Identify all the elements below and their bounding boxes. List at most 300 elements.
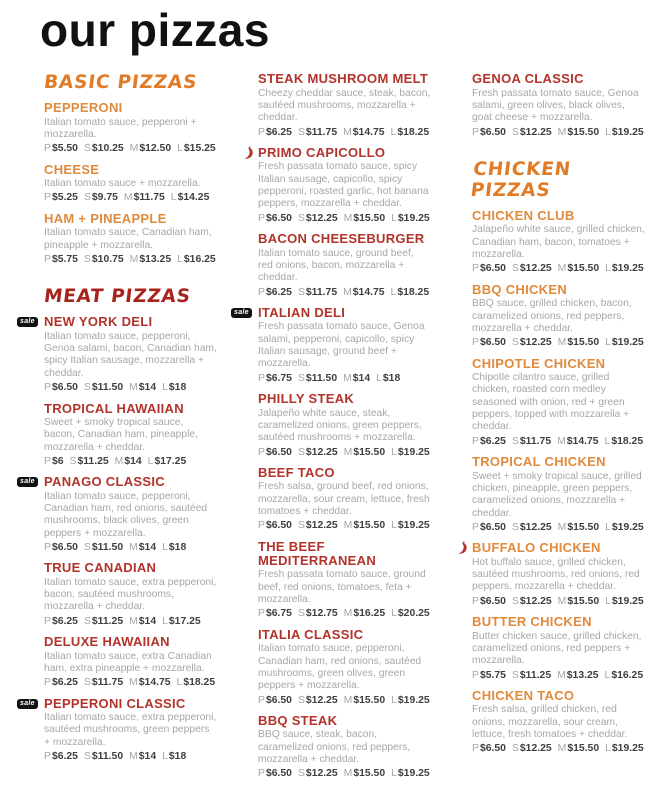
price-size-label: S <box>511 337 519 349</box>
price-amount: $6.50 <box>265 520 292 532</box>
price-amount: $6.25 <box>265 286 292 298</box>
price-size-label: S <box>83 677 91 689</box>
price-amount: $14 <box>138 615 157 627</box>
item-name: PEPPERONI <box>44 100 123 116</box>
price-size-label: L <box>604 435 611 447</box>
price-size-label: M <box>129 253 139 265</box>
price-size-label: L <box>391 694 397 706</box>
price-amount: $15.50 <box>353 768 386 780</box>
price-amount: $18.25 <box>397 286 430 298</box>
price-amount: $18.25 <box>183 677 216 689</box>
price-size-label: S <box>69 455 77 467</box>
chili-pepper-icon <box>456 541 468 554</box>
item-name: GENOA CLASSIC <box>472 71 584 87</box>
price-amount: $12.25 <box>519 521 552 533</box>
price-size-label: M <box>557 669 566 681</box>
price-size-label: P <box>258 608 265 620</box>
price-amount: $12.25 <box>305 520 338 532</box>
item-description: Italian tomato sauce, pepperoni, Genoa salami, bacon, Canadian ham, spicy Italian sausage, mozzarella + cheddar. <box>44 330 217 379</box>
price-size-label: M <box>557 337 567 349</box>
price-size-label: M <box>343 212 353 224</box>
price-size-label: L <box>605 126 611 138</box>
price-amount: $11.50 <box>91 542 124 553</box>
price-amount: $11.50 <box>91 751 124 763</box>
menu-item <box>472 72 645 139</box>
item-prices <box>472 436 645 448</box>
price-amount: $12.25 <box>305 212 338 224</box>
price-size-label: M <box>343 608 353 620</box>
price-amount: $18 <box>168 382 187 394</box>
price-size-label: L <box>605 337 611 349</box>
item-prices <box>472 596 645 608</box>
item-description: Fresh salsa, grilled chicken, red onions, mozzarella, sour cream, lettuce, fresh tomatoes + cheddar. <box>472 704 628 740</box>
price-size-label: L <box>176 677 183 689</box>
price-amount: $6.50 <box>51 382 78 394</box>
item-description: Italian tomato sauce, Canadian ham, pineapple + mozzarella. <box>44 227 212 251</box>
price-size-label: M <box>343 126 352 138</box>
price-size-label: P <box>472 126 479 138</box>
item-description: Hot buffalo sauce, grilled chicken, sautéed mushrooms, red onions, red peppers, mozzarella + cheddar. <box>472 556 640 593</box>
menu-item <box>258 146 431 225</box>
price-amount: $11.50 <box>305 372 338 384</box>
menu-item <box>258 540 431 621</box>
price-size-label: S <box>511 263 519 275</box>
price-size-label: L <box>177 143 183 155</box>
item-name: BBQ CHICKEN <box>472 281 568 297</box>
price-size-label: L <box>177 253 183 265</box>
price-amount: $6.50 <box>479 595 506 607</box>
menu-item <box>472 615 645 682</box>
item-description: Italian tomato sauce, extra pepperoni, sautéed mushrooms, green peppers + mozzarella. <box>44 712 217 748</box>
price-size-label: L <box>376 372 382 384</box>
price-size-label: P <box>44 253 51 265</box>
price-size-label: M <box>343 694 353 706</box>
price-size-label: S <box>83 143 91 155</box>
menu-item <box>44 163 217 205</box>
menu-item <box>44 402 217 469</box>
price-size-label: P <box>44 455 51 467</box>
price-amount: $12.25 <box>519 126 552 138</box>
price-size-label: S <box>83 542 91 553</box>
price-size-label: L <box>391 212 397 224</box>
item-prices <box>258 447 431 459</box>
price-amount: $12.75 <box>305 608 338 620</box>
price-amount: $18.25 <box>397 126 430 138</box>
price-size-label: S <box>297 608 305 620</box>
item-name: ITALIAN DELI <box>258 305 346 321</box>
item-description: BBQ sauce, steak, bacon, caramelized onions, red peppers, mozzarella + cheddar. <box>258 729 411 766</box>
menu-item <box>472 357 645 449</box>
price-size-label: P <box>258 212 265 224</box>
menu-item <box>20 314 217 394</box>
price-amount: $6.25 <box>479 435 506 447</box>
price-amount: $14 <box>138 542 157 553</box>
price-amount: $17.25 <box>154 455 187 467</box>
price-amount: $6.50 <box>265 694 292 706</box>
price-amount: $9.75 <box>91 192 118 204</box>
item-name: PHILLY STEAK <box>258 391 355 407</box>
price-amount: $15.50 <box>567 595 600 607</box>
price-amount: $14 <box>138 751 157 763</box>
item-prices <box>472 522 645 534</box>
price-amount: $6.50 <box>51 542 78 553</box>
price-size-label: P <box>258 372 265 384</box>
price-size-label: P <box>44 143 51 155</box>
item-prices <box>44 143 217 155</box>
item-prices <box>44 382 217 394</box>
price-amount: $14.75 <box>566 435 599 447</box>
price-amount: $6.25 <box>51 677 78 689</box>
item-description: Jalapeño white sauce, steak, caramelized onions, green peppers, sautéed mushrooms + mozzarella. <box>258 407 422 444</box>
item-name: TROPICAL CHICKEN <box>472 454 606 470</box>
price-amount: $17.25 <box>168 615 201 627</box>
price-amount: $10.25 <box>91 143 124 155</box>
price-size-label: P <box>472 435 479 447</box>
item-name: PRIMO CAPICOLLO <box>258 145 386 161</box>
price-amount: $15.25 <box>183 143 216 155</box>
menu-item <box>44 561 217 628</box>
price-amount: $12.25 <box>519 743 552 755</box>
price-size-label: M <box>343 372 352 384</box>
item-prices <box>472 743 645 755</box>
price-size-label: L <box>391 768 397 780</box>
item-description: Italian tomato sauce, extra pepperoni, bacon, sautéed mushrooms, mozzarella + cheddar. <box>44 576 217 613</box>
price-amount: $6 <box>51 455 64 467</box>
price-size-label: P <box>44 542 51 553</box>
price-size-label: P <box>472 337 479 349</box>
price-amount: $18.25 <box>611 435 644 447</box>
price-amount: $11.25 <box>91 615 124 627</box>
price-amount: $11.75 <box>91 677 124 689</box>
price-size-label: S <box>297 520 305 532</box>
item-description: Italian tomato sauce, pepperoni + mozzarella. <box>44 116 197 140</box>
price-size-label: P <box>258 446 265 458</box>
price-amount: $11.75 <box>305 126 338 138</box>
price-amount: $11.50 <box>91 382 124 394</box>
menu-item <box>472 283 645 350</box>
item-description: Fresh passata tomato sauce, spicy Italian sausage, capicollo, spicy pepperoni, roasted garlic, hot banana peppers, mozzarella + cheddar. <box>258 161 429 210</box>
price-amount: $13.25 <box>566 669 599 681</box>
price-amount: $18 <box>382 372 401 384</box>
item-description: Jalapeño white sauce, grilled chicken, Canadian ham, bacon, tomatoes + mozzarella. <box>472 224 645 261</box>
price-size-label: L <box>162 615 168 627</box>
menu-item <box>258 466 431 533</box>
item-name: BACON CHEESEBURGER <box>258 231 425 247</box>
price-size-label: S <box>83 382 91 394</box>
price-size-label: S <box>297 126 305 138</box>
price-size-label: P <box>258 286 265 298</box>
price-amount: $19.25 <box>611 337 644 349</box>
menu-column <box>16 66 217 788</box>
price-size-label: L <box>147 455 154 467</box>
price-amount: $16.25 <box>611 669 644 681</box>
menu-column <box>230 66 431 788</box>
item-name: CHIPOTLE CHICKEN <box>472 355 606 371</box>
sale-badge: sale <box>17 317 38 327</box>
price-size-label: S <box>297 446 305 458</box>
item-description: Italian tomato sauce + mozzarella. <box>44 178 201 190</box>
price-amount: $11.75 <box>305 286 338 298</box>
item-prices <box>472 263 645 275</box>
price-size-label: L <box>162 542 168 553</box>
price-size-label: M <box>557 595 567 607</box>
price-size-label: M <box>343 286 352 298</box>
item-description: Sweet + smoky tropical sauce, bacon, Canadian ham, pineapple, mozzarella + cheddar. <box>44 416 198 453</box>
menu-item <box>20 474 217 554</box>
price-size-label: S <box>297 212 305 224</box>
price-amount: $14 <box>124 455 142 467</box>
price-amount: $18 <box>168 542 187 553</box>
price-amount: $6.50 <box>265 212 292 224</box>
price-amount: $19.25 <box>397 520 430 532</box>
price-amount: $10.75 <box>91 253 124 265</box>
price-amount: $19.25 <box>611 595 644 607</box>
price-size-label: L <box>391 446 397 458</box>
menu-item <box>472 689 645 756</box>
price-amount: $12.25 <box>305 694 338 706</box>
price-amount: $12.25 <box>305 446 338 458</box>
price-size-label: M <box>343 520 353 532</box>
price-amount: $19.25 <box>611 521 644 533</box>
section-heading: BASIC PIZZAS <box>42 72 199 94</box>
item-name: PANAGO CLASSIC <box>44 474 165 490</box>
menu-column <box>444 66 645 788</box>
item-description: Chipotle cilantro sauce, grilled chicken, roasted corn medley seasoned with onion, red + green peppers, topped with mozzarella + cheddar. <box>472 372 630 433</box>
item-description: Sweet + smoky tropical sauce, grilled chicken, pineapple, green peppers, caramelized onions, mozzarella + cheddar. <box>472 470 642 519</box>
menu-item <box>472 209 645 276</box>
price-amount: $15.50 <box>567 263 600 275</box>
menu-item <box>258 392 431 459</box>
section-heading: MEAT PIZZAS <box>42 286 192 308</box>
price-size-label: P <box>44 677 51 689</box>
price-amount: $14.25 <box>177 192 210 204</box>
item-prices <box>44 677 217 689</box>
price-amount: $14.75 <box>138 677 171 689</box>
item-prices <box>258 520 431 532</box>
item-description: Fresh salsa, ground beef, red onions, mozzarella, sour cream, lettuce, fresh tomatoes + cheddar. <box>258 481 430 518</box>
item-prices <box>258 287 431 299</box>
price-amount: $6.50 <box>479 263 506 275</box>
item-description: Butter chicken sauce, grilled chicken, caramelized onions, red peppers + mozzarella. <box>472 630 642 667</box>
price-amount: $19.25 <box>611 263 644 275</box>
price-size-label: M <box>129 382 138 394</box>
price-size-label: L <box>390 286 397 298</box>
price-amount: $15.50 <box>353 520 386 532</box>
price-size-label: L <box>605 263 611 275</box>
price-amount: $5.25 <box>51 192 78 204</box>
menu-item <box>44 635 217 689</box>
item-prices <box>44 254 217 266</box>
price-size-label: P <box>258 694 265 706</box>
item-name: ITALIA CLASSIC <box>258 626 364 642</box>
price-size-label: M <box>129 143 139 155</box>
price-size-label: L <box>604 669 611 681</box>
sale-badge: sale <box>17 699 38 709</box>
price-size-label: L <box>170 192 177 204</box>
price-size-label: S <box>297 768 305 780</box>
price-amount: $16.25 <box>353 608 386 620</box>
price-amount: $11.75 <box>133 192 165 204</box>
price-amount: $15.50 <box>567 743 600 755</box>
item-name: CHICKEN CLUB <box>472 208 575 224</box>
price-size-label: M <box>123 192 133 204</box>
price-size-label: M <box>557 743 567 755</box>
price-size-label: S <box>511 669 519 681</box>
price-amount: $6.50 <box>265 768 292 780</box>
item-name: BUFFALO CHICKEN <box>472 540 601 556</box>
price-size-label: S <box>511 743 519 755</box>
menu-item <box>472 455 645 534</box>
menu-item <box>258 714 431 781</box>
price-size-label: L <box>162 382 168 394</box>
sale-badge: sale <box>231 308 252 318</box>
price-size-label: S <box>511 595 519 607</box>
price-size-label: L <box>605 521 611 533</box>
price-size-label: M <box>343 768 353 780</box>
menu-item <box>472 541 645 608</box>
price-amount: $19.25 <box>397 212 430 224</box>
item-name: BEEF TACO <box>258 465 335 481</box>
price-amount: $6.75 <box>265 608 292 620</box>
price-size-label: L <box>391 520 397 532</box>
price-size-label: P <box>472 521 479 533</box>
item-name: BUTTER CHICKEN <box>472 614 592 630</box>
item-name: THE BEEF MEDITERRANEAN <box>258 538 377 569</box>
item-name: BBQ STEAK <box>258 713 338 729</box>
item-prices <box>258 213 431 225</box>
price-amount: $19.25 <box>397 768 430 780</box>
price-amount: $11.25 <box>519 669 552 681</box>
chili-pepper-icon <box>242 146 254 159</box>
item-prices <box>472 127 645 139</box>
price-size-label: M <box>129 615 138 627</box>
price-size-label: M <box>129 542 138 553</box>
price-size-label: M <box>557 521 567 533</box>
price-amount: $19.25 <box>397 694 430 706</box>
item-description: Fresh passata tomato sauce, Genoa salami, green olives, black olives, goat cheese + mozzarella. <box>472 87 639 124</box>
item-description: Italian tomato sauce, pepperoni, Canadian ham, red onions, sautéed mushrooms, black olives, green peppers + mozzarella. <box>44 490 208 539</box>
price-amount: $6.50 <box>479 521 506 533</box>
price-size-label: S <box>511 435 519 447</box>
item-name: CHEESE <box>44 161 100 177</box>
price-size-label: S <box>297 372 305 384</box>
price-amount: $6.50 <box>479 743 506 755</box>
price-amount: $12.25 <box>519 263 552 275</box>
price-size-label: S <box>297 694 305 706</box>
price-amount: $6.75 <box>265 372 292 384</box>
price-size-label: S <box>83 253 91 265</box>
sale-badge: sale <box>17 477 38 487</box>
price-size-label: P <box>472 595 479 607</box>
item-name: TROPICAL HAWAIIAN <box>44 400 184 416</box>
item-prices <box>258 373 431 385</box>
item-name: DELUXE HAWAIIAN <box>44 634 170 650</box>
price-size-label: P <box>44 192 51 204</box>
item-name: PEPPERONI CLASSIC <box>44 695 186 711</box>
menu-columns <box>16 66 645 788</box>
price-amount: $5.50 <box>51 143 78 155</box>
item-description: BBQ sauce, grilled chicken, bacon, caramelized onions, red peppers, mozzarella + cheddar. <box>472 298 632 334</box>
menu-item <box>44 101 217 155</box>
price-size-label: P <box>258 520 265 532</box>
price-size-label: M <box>343 446 353 458</box>
menu-item <box>234 305 431 385</box>
price-amount: $15.50 <box>567 521 600 533</box>
price-size-label: S <box>83 192 91 204</box>
price-amount: $5.75 <box>51 253 78 265</box>
item-prices <box>258 608 431 620</box>
page-title: our pizzas <box>40 4 270 56</box>
price-amount: $19.25 <box>611 743 644 755</box>
price-size-label: L <box>605 743 611 755</box>
item-prices <box>258 127 431 139</box>
menu-item <box>258 72 431 139</box>
item-description: Fresh passata tomato sauce, ground beef, red onions, tomatoes, feta + mozzarella. <box>258 569 426 606</box>
item-prices <box>472 670 645 682</box>
price-amount: $5.75 <box>479 669 506 681</box>
price-size-label: S <box>297 286 305 298</box>
item-description: Fresh passata tomato sauce, Genoa salami, pepperoni, capicollo, spicy Italian sausage, ground beef + mozzarella. <box>258 321 425 370</box>
price-size-label: M <box>557 263 567 275</box>
price-size-label: M <box>557 435 566 447</box>
item-description: Italian tomato sauce, pepperoni, Canadian ham, red onions, sautéed mushrooms, green olives, green peppers + mozzarella. <box>258 643 422 692</box>
price-amount: $15.50 <box>567 126 600 138</box>
price-amount: $6.25 <box>51 615 78 627</box>
price-amount: $15.50 <box>567 337 600 349</box>
price-size-label: P <box>258 126 265 138</box>
price-size-label: P <box>472 263 479 275</box>
item-prices <box>44 542 217 554</box>
price-size-label: L <box>162 751 168 763</box>
price-amount: $12.25 <box>519 337 552 349</box>
item-name: HAM + PINEAPPLE <box>44 210 167 226</box>
price-size-label: P <box>44 382 51 394</box>
price-amount: $6.50 <box>265 446 292 458</box>
price-amount: $18 <box>168 751 187 763</box>
price-amount: $20.25 <box>397 608 430 620</box>
item-name: STEAK MUSHROOM MELT <box>258 71 429 87</box>
price-size-label: P <box>44 615 51 627</box>
price-amount: $13.25 <box>139 253 172 265</box>
price-amount: $6.25 <box>51 751 78 763</box>
price-amount: $19.25 <box>397 446 430 458</box>
menu-item <box>258 628 431 707</box>
price-amount: $14 <box>138 382 157 394</box>
item-prices <box>258 695 431 707</box>
price-size-label: L <box>391 608 397 620</box>
price-amount: $11.75 <box>519 435 552 447</box>
price-amount: $12.25 <box>305 768 338 780</box>
price-size-label: S <box>511 521 519 533</box>
item-name: TRUE CANADIAN <box>44 560 157 576</box>
price-size-label: P <box>472 743 479 755</box>
price-size-label: L <box>390 126 397 138</box>
price-size-label: M <box>557 126 567 138</box>
price-size-label: S <box>511 126 519 138</box>
menu-item <box>258 232 431 299</box>
price-amount: $6.50 <box>479 126 506 138</box>
menu-item <box>20 695 217 764</box>
price-amount: $11.25 <box>77 455 109 467</box>
item-prices <box>44 192 217 204</box>
item-description: Cheezy cheddar sauce, steak, bacon, sautéed mushrooms, mozzarella + cheddar. <box>258 87 431 124</box>
price-amount: $16.25 <box>183 253 216 265</box>
section-heading: CHICKEN PIZZAS <box>469 159 573 202</box>
price-size-label: S <box>83 615 91 627</box>
price-amount: $12.50 <box>139 143 172 155</box>
price-amount: $19.25 <box>611 126 644 138</box>
menu-item <box>44 212 217 266</box>
